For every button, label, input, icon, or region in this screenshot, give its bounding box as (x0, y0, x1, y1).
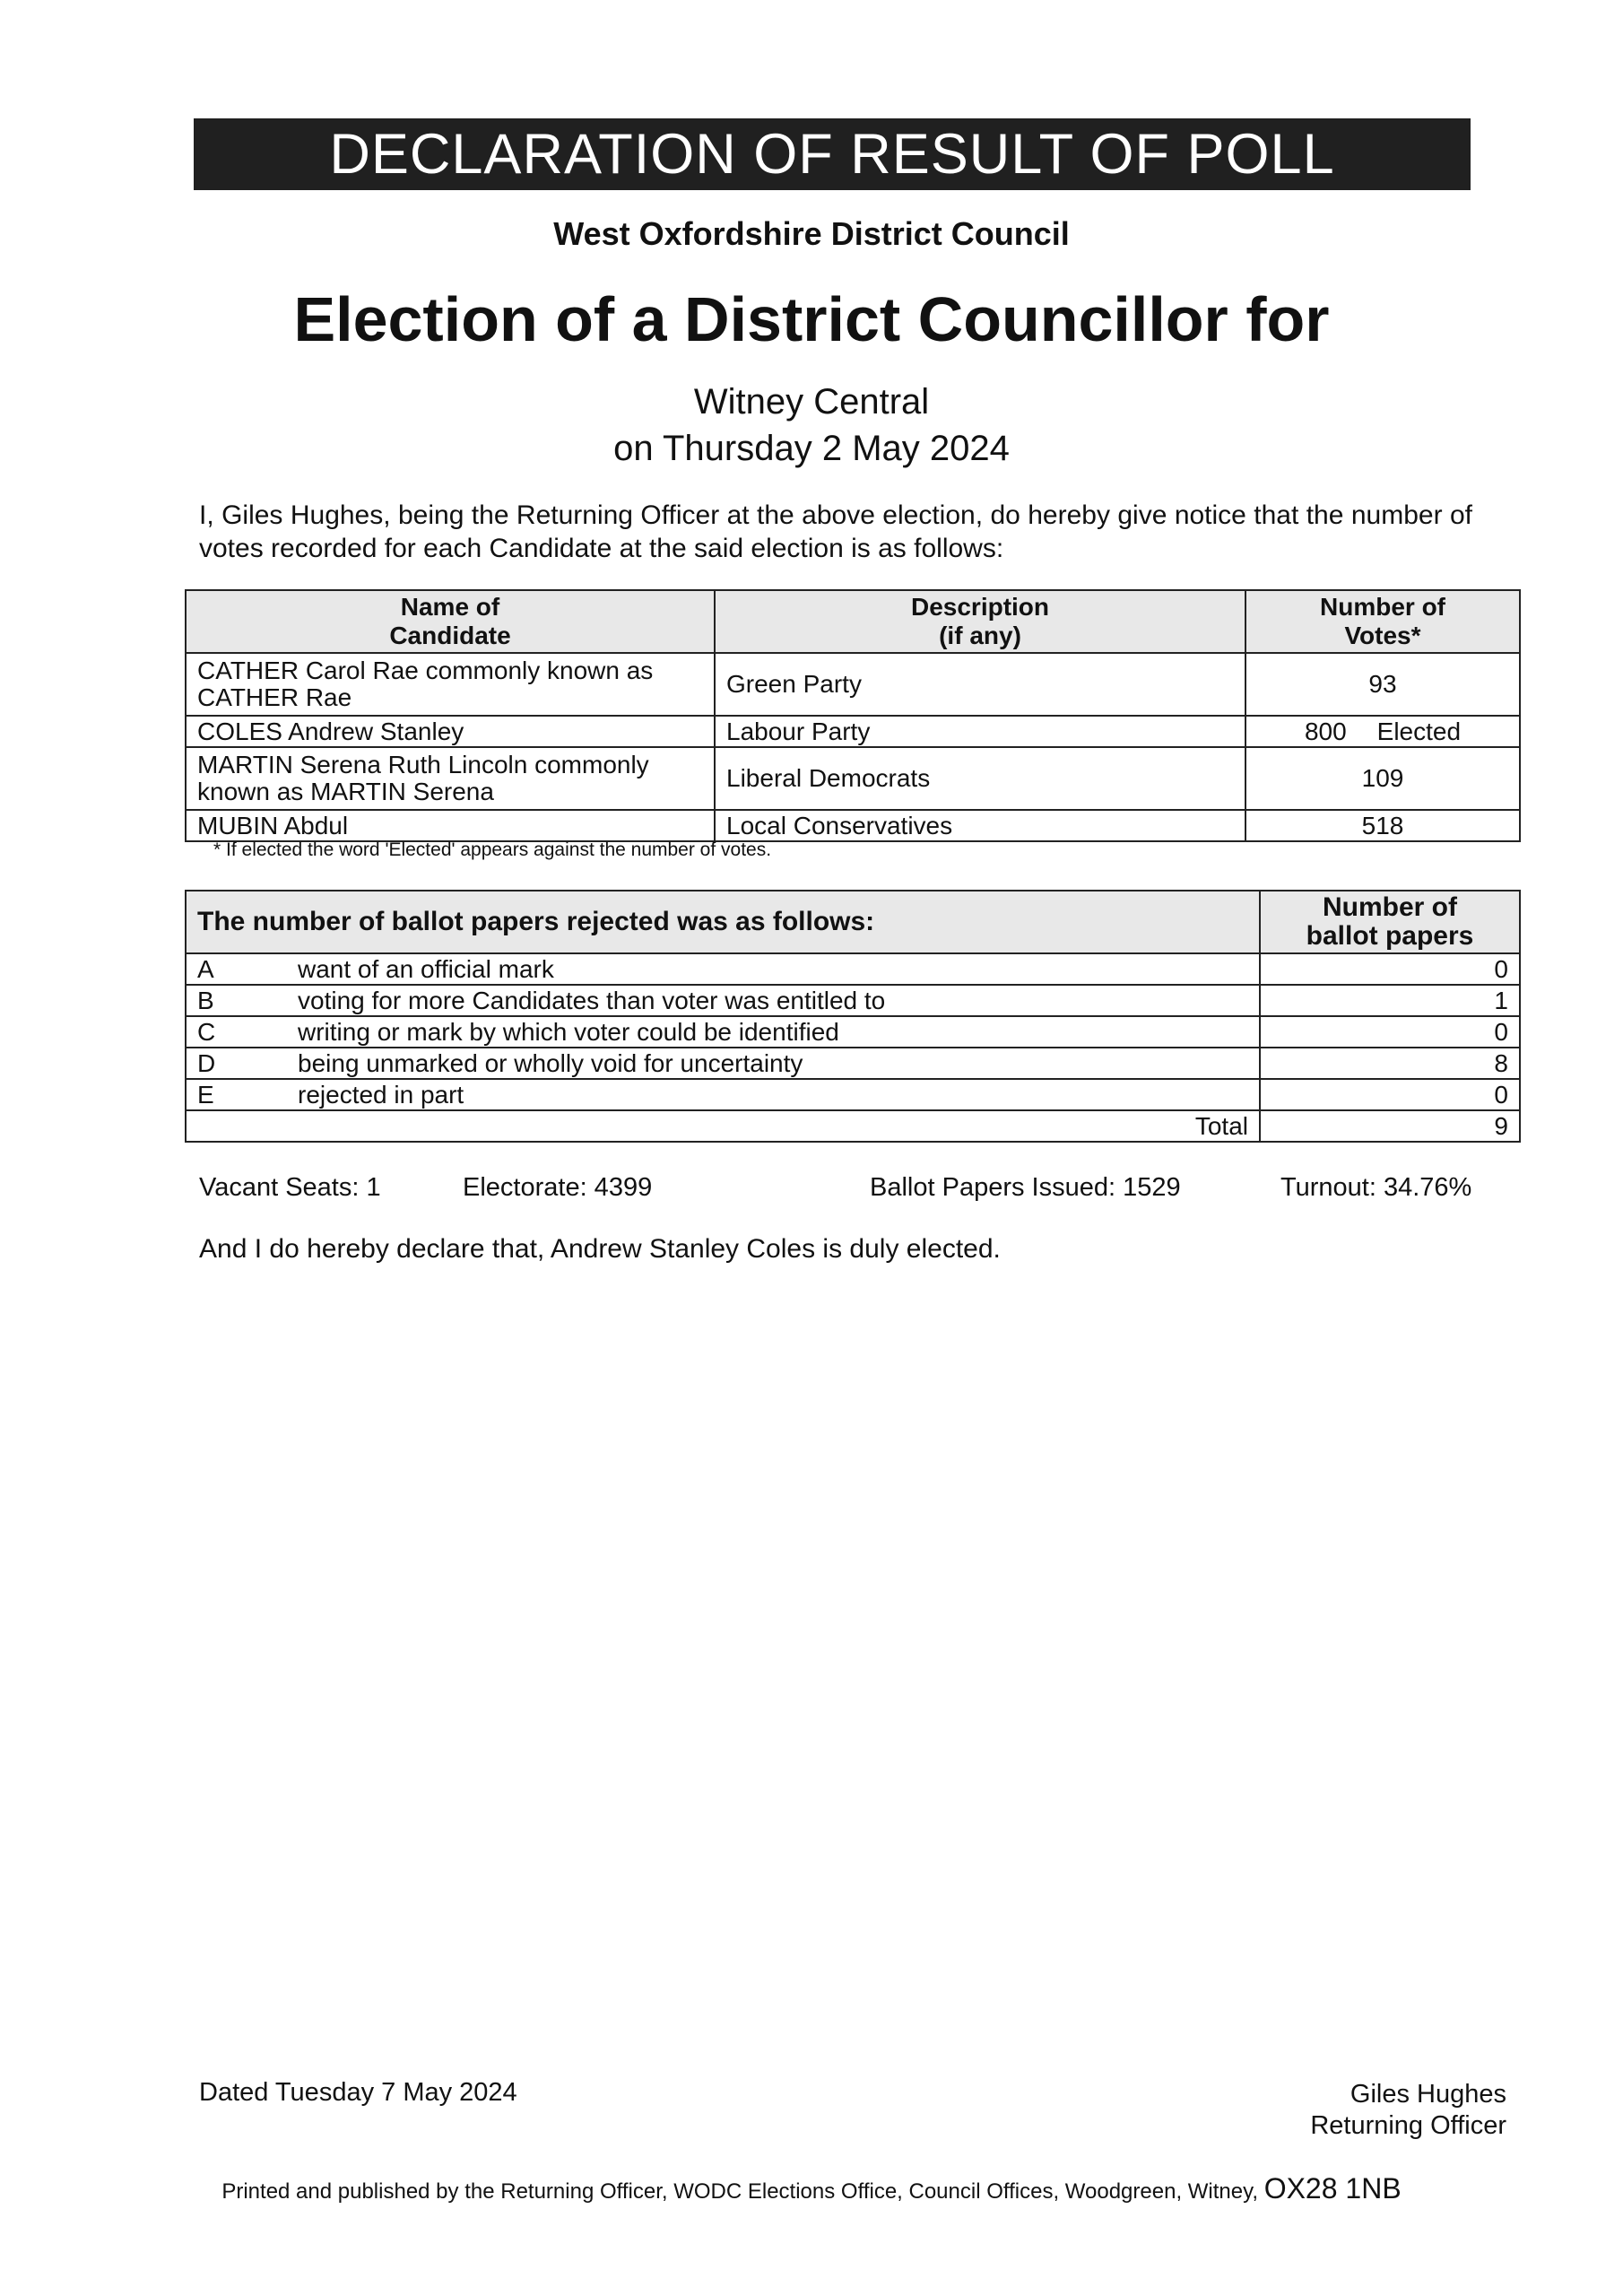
candidate-name: CATHER Carol Rae commonly known as CATHER Rae (186, 653, 715, 716)
candidate-description: Liberal Democrats (715, 747, 1245, 810)
rejection-code: C (186, 1016, 287, 1048)
declaration-statement: And I do hereby declare that, Andrew Stanley Coles is duly elected. (199, 1234, 1001, 1264)
turnout: Turnout: 34.76% (1280, 1173, 1472, 1202)
ward-name: Witney Central (693, 382, 930, 422)
rejection-row (186, 953, 1520, 985)
rejection-reason: being unmarked or wholly void for uncertainty (287, 1048, 1260, 1079)
rejection-code: A (186, 953, 287, 985)
candidate-description: Local Conservatives (715, 810, 1245, 841)
candidate-votes (1245, 716, 1520, 747)
candidate-row (186, 810, 1520, 841)
ballot-count-header-line-1: Number of (1323, 892, 1457, 922)
rejected-ballots-table (185, 890, 1521, 1143)
ballot-count-header (1260, 891, 1520, 953)
poll-date: on Thursday 2 May 2024 (613, 429, 1010, 468)
votes-header-line-1: Number of (1320, 593, 1445, 621)
vote-count: 518 (1361, 811, 1404, 839)
candidates-table (185, 589, 1521, 842)
rejection-code: E (186, 1079, 287, 1110)
candidate-votes (1245, 653, 1520, 716)
signoff-block (1310, 2079, 1506, 2142)
vacant-seats: Vacant Seats: 1 (199, 1173, 381, 1202)
description-header (715, 590, 1245, 653)
dated-line: Dated Tuesday 7 May 2024 (199, 2078, 517, 2107)
rejection-total-row (186, 1110, 1520, 1142)
vote-count: 800 (1304, 717, 1347, 745)
name-header-line-2: Candidate (389, 622, 511, 649)
name-header-line-1: Name of (400, 593, 500, 621)
ballot-papers-issued: Ballot Papers Issued: 1529 (870, 1173, 1181, 1202)
candidate-name: COLES Andrew Stanley (186, 716, 715, 747)
total-label: Total (186, 1110, 1260, 1142)
rejected-heading: The number of ballot papers rejected was as follows: (186, 891, 1260, 953)
votes-footnote: * If elected the word 'Elected' appears against the number of votes. (213, 839, 772, 860)
candidate-votes (1245, 810, 1520, 841)
notice-paragraph: I, Giles Hughes, being the Returning Officer at the above election, do hereby give notice that the number of votes recorded for each Candidate at the said election is as follows: (199, 500, 1472, 563)
rejection-count: 0 (1260, 1016, 1520, 1048)
imprint (0, 2172, 1623, 2205)
signatory-role: Returning Officer (1310, 2111, 1506, 2140)
rejection-code: D (186, 1048, 287, 1079)
imprint-text: Printed and published by the Returning Officer, WODC Elections Office, Council Offices, Woodgreen, Witney, (221, 2179, 1259, 2204)
signatory-name: Giles Hughes (1350, 2080, 1506, 2109)
candidate-row (186, 653, 1520, 716)
candidate-votes (1245, 747, 1520, 810)
description-header-line-2: (if any) (939, 622, 1021, 649)
rejection-row (186, 1079, 1520, 1110)
votes-header-line-2: Votes* (1344, 622, 1421, 649)
name-header (186, 590, 715, 653)
rejection-reason: want of an official mark (287, 953, 1260, 985)
rejection-reason: voting for more Candidates than voter was entitled to (287, 985, 1260, 1016)
vote-count: 93 (1368, 670, 1397, 698)
ballot-count-header-line-2: ballot papers (1306, 921, 1474, 951)
candidate-row (186, 716, 1520, 747)
election-title: Election of a District Councillor for (293, 284, 1330, 354)
rejected-header-row (186, 891, 1520, 953)
electorate: Electorate: 4399 (463, 1173, 653, 1202)
candidate-name: MUBIN Abdul (186, 810, 715, 841)
imprint-postcode: OX28 1NB (1263, 2172, 1402, 2205)
council-name: West Oxfordshire District Council (553, 215, 1070, 252)
rejection-code: B (186, 985, 287, 1016)
candidate-row (186, 747, 1520, 810)
rejection-total: 9 (1260, 1110, 1520, 1142)
rejection-row (186, 985, 1520, 1016)
candidate-name: MARTIN Serena Ruth Lincoln commonly known as MARTIN Serena (186, 747, 715, 810)
vote-count: 109 (1361, 764, 1404, 792)
rejection-row (186, 1048, 1520, 1079)
votes-header (1245, 590, 1520, 653)
rejection-count: 8 (1260, 1048, 1520, 1079)
rejection-count: 0 (1260, 1079, 1520, 1110)
candidates-header-row (186, 590, 1520, 653)
rejection-reason: writing or mark by which voter could be identified (287, 1016, 1260, 1048)
declaration-banner: DECLARATION OF RESULT OF POLL (194, 118, 1471, 190)
rejection-count: 0 (1260, 953, 1520, 985)
rejection-reason: rejected in part (287, 1079, 1260, 1110)
candidate-description: Green Party (715, 653, 1245, 716)
rejection-count: 1 (1260, 985, 1520, 1016)
description-header-line-1: Description (910, 593, 1050, 621)
rejection-row (186, 1016, 1520, 1048)
ward-and-date (0, 378, 1623, 472)
elected-status: Elected (1376, 717, 1462, 745)
candidate-description: Labour Party (715, 716, 1245, 747)
